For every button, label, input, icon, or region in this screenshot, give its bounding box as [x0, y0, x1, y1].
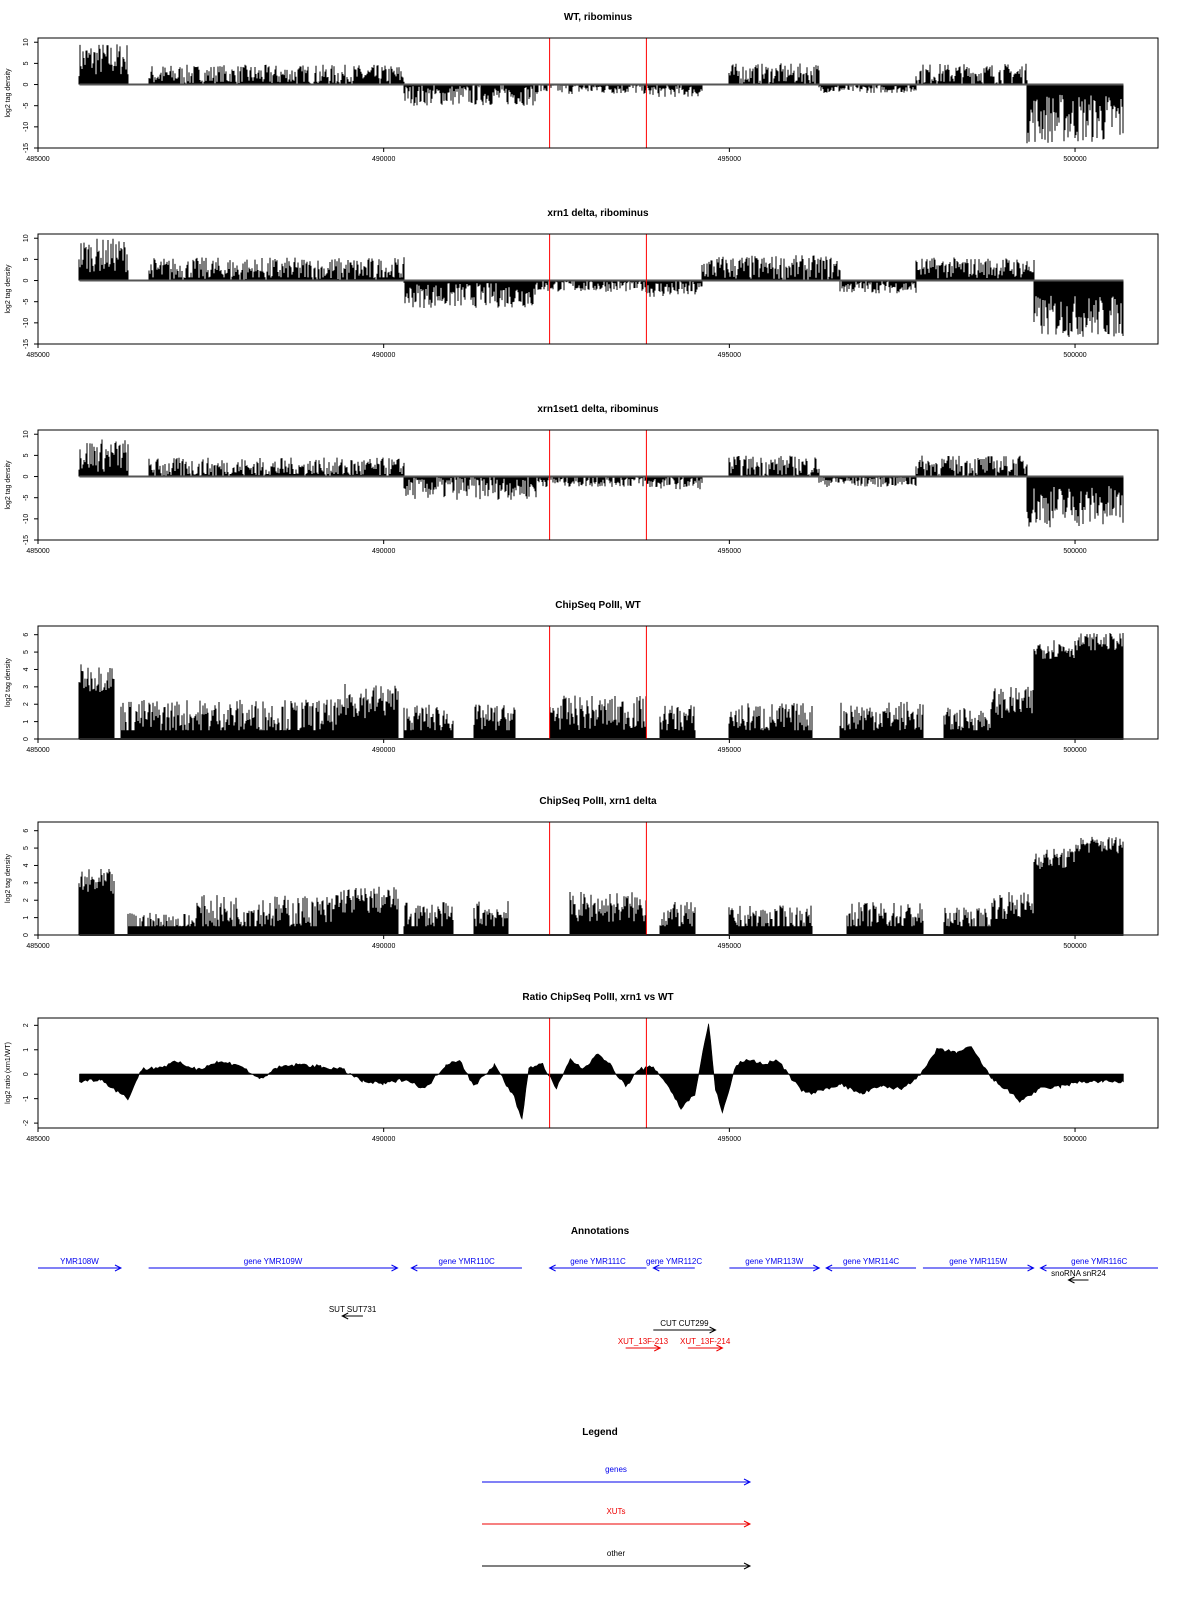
signal-bars [840, 702, 923, 739]
segment-0 [79, 239, 128, 281]
feature-label: gene YMR113W [745, 1257, 804, 1266]
y-tick-label: 2 [23, 898, 30, 903]
segment-13 [1075, 837, 1123, 935]
signal-bars [646, 477, 702, 490]
x-tick-label: 490000 [371, 352, 396, 359]
signal-bars [404, 705, 453, 739]
segment-4 [404, 902, 453, 935]
segment-8 [729, 906, 812, 936]
y-tick-label: 4 [23, 667, 30, 672]
feature-label: CUT CUT299 [660, 1319, 709, 1328]
panel-title: xrn1 delta, ribominus [547, 208, 649, 219]
signal-bars [79, 869, 114, 935]
feature-label: gene YMR114C [842, 1257, 900, 1266]
y-axis [23, 1023, 38, 1126]
signal-bars [1034, 640, 1075, 739]
legend-title: Legend [582, 1427, 618, 1438]
feature-gene-ymr109w [149, 1257, 398, 1271]
panel-title: WT, ribominus [563, 12, 633, 23]
signal-bars [1027, 85, 1123, 144]
y-tick-label: 1 [23, 1047, 30, 1052]
y-axis-label: log2 tag density [5, 853, 12, 904]
y-tick-label: 10 [23, 38, 30, 47]
feature-snorna-snr24 [1051, 1269, 1106, 1283]
x-tick-label: 495000 [717, 1136, 742, 1143]
feature-gene-ymr112c [646, 1257, 702, 1271]
y-tick-label: 10 [23, 234, 30, 243]
segment-5 [702, 255, 840, 280]
feature-label: gene YMR111C [570, 1257, 626, 1266]
segment-5 [729, 63, 819, 84]
signal-bars [404, 477, 536, 500]
feature-label: gene YMR112C [645, 1257, 703, 1266]
x-tick-label: 500000 [1063, 548, 1087, 555]
y-axis-label: log2 tag density [5, 657, 12, 708]
plot-frame [38, 234, 1158, 344]
legend-arrow [482, 1479, 750, 1485]
signal-bars [992, 892, 1034, 935]
y-tick-label: -15 [23, 338, 30, 350]
segment-3 [335, 887, 398, 935]
y-axis [23, 430, 38, 545]
data-marks [79, 440, 1123, 528]
y-tick-label: 1 [23, 719, 30, 724]
x-tick-label: 485000 [26, 156, 50, 163]
y-tick-label: 5 [23, 257, 30, 262]
legend-item-xut [482, 1507, 750, 1527]
legend-label: other [606, 1549, 626, 1558]
y-tick-label: 2 [23, 1023, 30, 1028]
signal-bars [646, 281, 702, 297]
x-tick-label: 495000 [717, 548, 742, 555]
x-tick-label: 490000 [371, 156, 396, 163]
signal-bars [550, 696, 646, 739]
signal-bars [197, 895, 335, 935]
x-tick-label: 495000 [717, 747, 742, 754]
y-tick-label: -1 [23, 1095, 30, 1102]
y-tick-label: -5 [23, 102, 30, 109]
x-tick-label: 485000 [26, 747, 50, 754]
feature-gene-ymr113w [729, 1257, 819, 1271]
data-marks [79, 239, 1123, 337]
y-tick-label: 10 [23, 430, 30, 439]
segment-3 [536, 85, 646, 95]
x-tick-label: 490000 [371, 943, 396, 950]
y-tick-label: 3 [23, 880, 30, 885]
segment-12 [1075, 633, 1123, 739]
signal-bars [944, 708, 992, 739]
x-tick-label: 485000 [26, 548, 50, 555]
segment-4 [646, 477, 702, 490]
segment-7 [916, 64, 1027, 85]
legend-panel [482, 1427, 750, 1569]
feature-label: XUT_13F-214 [680, 1337, 731, 1346]
segment-9 [847, 902, 923, 935]
y-axis [23, 234, 38, 349]
segment-4 [646, 85, 702, 97]
panel-ratio [5, 992, 1158, 1143]
feature-label: gene YMR109W [243, 1257, 303, 1266]
legend-item-gene [482, 1465, 750, 1485]
signal-bars [474, 901, 508, 935]
plot-frame [38, 38, 1158, 148]
y-tick-label: -5 [23, 298, 30, 305]
y-tick-label: 5 [23, 650, 30, 655]
segment-6 [570, 892, 646, 935]
y-tick-label: 0 [23, 737, 30, 741]
y-tick-label: -15 [23, 142, 30, 154]
panel-chip_xrn1 [5, 796, 1158, 950]
segment-11 [1034, 640, 1075, 739]
segment-0 [79, 44, 128, 84]
x-tick-label: 485000 [26, 352, 50, 359]
segment-3 [536, 477, 646, 488]
feature-gene-ymr110c [411, 1257, 522, 1271]
signal-bars [660, 705, 695, 739]
signal-bars [79, 664, 114, 739]
panel-title: Ratio ChipSeq PolII, xrn1 vs WT [522, 992, 674, 1003]
segment-0 [79, 440, 128, 477]
segment-7 [729, 703, 812, 739]
signal-bars [992, 687, 1034, 739]
feature-label: YMR108W [60, 1257, 99, 1266]
y-axis-label: log2 tag density [5, 68, 12, 118]
x-axis [26, 935, 1087, 950]
segment-2 [197, 895, 335, 935]
signal-bars [570, 892, 646, 935]
segment-6 [660, 705, 695, 739]
data-marks [79, 633, 1123, 739]
annotations-title: Annotations [570, 1226, 630, 1237]
signal-bars [944, 908, 992, 935]
signal-bars [840, 281, 916, 294]
signal-bars [536, 281, 646, 293]
signal-bars [916, 64, 1027, 85]
y-tick-label: -15 [23, 534, 30, 546]
segment-10 [944, 908, 992, 935]
signal-bars [536, 85, 646, 95]
signal-bars [916, 456, 1027, 477]
signal-bars [1075, 633, 1123, 739]
legend-arrow [482, 1563, 750, 1569]
feature-label: SUT SUT731 [328, 1305, 377, 1314]
signal-bars [1075, 837, 1123, 935]
segment-9 [944, 708, 992, 739]
panel-chip_wt [5, 600, 1158, 754]
segment-1 [128, 913, 197, 935]
segment-8 [1027, 477, 1123, 528]
segment-11 [992, 892, 1034, 935]
segment-2 [342, 684, 398, 739]
y-tick-label: -10 [23, 513, 30, 524]
y-tick-label: 0 [23, 1072, 30, 1077]
panel-title: ChipSeq PolII, WT [555, 600, 641, 611]
segment-12 [1034, 849, 1075, 935]
y-axis [23, 829, 38, 937]
feature-label: gene YMR116C [1071, 1257, 1128, 1266]
segment-1 [149, 65, 404, 85]
signal-bars [79, 44, 128, 84]
segment-0 [79, 869, 114, 935]
legend-label: XUTs [606, 1507, 626, 1516]
feature-label: snoRNA snR24 [1051, 1269, 1106, 1278]
x-axis [26, 739, 1087, 754]
y-axis [23, 633, 38, 741]
y-tick-label: 0 [23, 82, 30, 87]
x-tick-label: 500000 [1063, 156, 1087, 163]
segment-6 [819, 477, 916, 488]
signal-bars [149, 65, 404, 85]
x-tick-label: 500000 [1063, 352, 1087, 359]
feature-cut-cut299 [653, 1319, 715, 1333]
x-axis [26, 344, 1087, 359]
feature-label: gene YMR110C [438, 1257, 495, 1266]
y-tick-label: 6 [23, 632, 30, 637]
signal-bars [819, 477, 916, 488]
signal-bars [342, 684, 398, 739]
signal-bars [79, 440, 128, 477]
segment-4 [646, 281, 702, 297]
segment-10 [992, 687, 1034, 739]
y-tick-label: -5 [23, 494, 30, 501]
segment-5 [474, 901, 508, 935]
y-tick-label: -10 [23, 121, 31, 132]
segment-8 [840, 702, 923, 739]
y-tick-label: 0 [23, 278, 30, 283]
feature-label: XUT_13F-213 [617, 1337, 669, 1346]
segment-2 [404, 281, 536, 309]
feature-ymr108w [38, 1257, 121, 1271]
segment-8 [1034, 281, 1123, 338]
segment-5 [550, 696, 646, 739]
x-tick-label: 500000 [1063, 943, 1087, 950]
signal-bars [149, 257, 404, 280]
signal-bars [149, 458, 404, 477]
annotations-panel [38, 1226, 1158, 1351]
segment-6 [840, 281, 916, 294]
feature-gene-ymr114c [826, 1257, 916, 1271]
segment-2 [404, 477, 536, 500]
legend-arrow [482, 1521, 750, 1527]
segment-7 [660, 902, 695, 935]
signal-bars [1034, 849, 1075, 935]
segment-6 [819, 85, 916, 94]
data-marks [79, 1024, 1123, 1119]
y-tick-label: 2 [23, 702, 30, 707]
signal-bars [1034, 281, 1123, 338]
signal-bars [404, 85, 536, 106]
legend-label: genes [605, 1465, 627, 1474]
segment-1 [149, 458, 404, 477]
signal-bars [819, 85, 916, 94]
x-axis [26, 148, 1087, 163]
x-tick-label: 500000 [1063, 1136, 1087, 1143]
signal-bars [660, 902, 695, 935]
x-tick-label: 495000 [717, 352, 742, 359]
y-tick-label: 1 [23, 915, 30, 920]
y-axis-label: log2 ratio (xrn1/WT) [5, 1042, 12, 1104]
segment-4 [474, 705, 515, 739]
feature-gene-ymr111c [550, 1257, 647, 1271]
signal-bars [121, 699, 342, 739]
segment-3 [404, 705, 453, 739]
y-tick-label: 0 [23, 474, 30, 479]
segment-1 [149, 257, 404, 280]
x-axis [26, 1128, 1087, 1143]
feature-gene-ymr115w [923, 1257, 1034, 1271]
signal-bars [128, 913, 197, 935]
x-tick-label: 500000 [1063, 747, 1087, 754]
signal-bars [79, 239, 128, 281]
x-tick-label: 485000 [26, 1136, 50, 1143]
segment-7 [916, 456, 1027, 477]
signal-bars [474, 705, 515, 739]
signal-bars [916, 258, 1034, 281]
data-marks [79, 44, 1123, 143]
signal-bars [1027, 477, 1123, 528]
signal-bars [729, 63, 819, 84]
x-tick-label: 495000 [717, 156, 742, 163]
y-tick-label: 4 [23, 863, 30, 868]
panel-wt [5, 12, 1158, 163]
signal-bars [847, 902, 923, 935]
y-axis [23, 38, 38, 153]
segment-2 [404, 85, 536, 106]
y-axis-label: log2 tag density [5, 264, 12, 314]
panel-xrn1set1 [5, 404, 1158, 555]
x-tick-label: 495000 [717, 943, 742, 950]
signal-bars [536, 477, 646, 488]
feature-xut-13f-214 [680, 1337, 731, 1351]
y-tick-label: -10 [23, 317, 30, 328]
segment-7 [916, 258, 1034, 281]
y-tick-label: 5 [23, 453, 30, 458]
signal-bars [404, 281, 536, 309]
data-marks [79, 837, 1123, 935]
signal-bars [729, 456, 819, 477]
signal-bars [702, 255, 840, 280]
signal-bars [404, 902, 453, 935]
signal-bars [729, 906, 812, 936]
y-tick-label: 3 [23, 684, 30, 689]
panel-title: ChipSeq PolII, xrn1 delta [539, 796, 657, 807]
feature-sut-sut731 [329, 1305, 377, 1319]
y-tick-label: 0 [23, 933, 30, 937]
signal-bars [729, 703, 812, 739]
y-tick-label: 5 [23, 61, 30, 66]
ratio-area [80, 1024, 1124, 1119]
segment-0 [79, 664, 114, 739]
x-tick-label: 485000 [26, 943, 50, 950]
feature-label: gene YMR115W [949, 1257, 1008, 1266]
panel-title: xrn1set1 delta, ribominus [537, 404, 659, 415]
segment-8 [1027, 85, 1123, 144]
y-tick-label: -2 [23, 1119, 30, 1127]
y-tick-label: 6 [23, 828, 30, 833]
segment-5 [729, 456, 819, 477]
segment-3 [536, 281, 646, 293]
x-tick-label: 490000 [371, 1136, 396, 1143]
feature-xut-13f-213 [618, 1337, 669, 1351]
signal-bars [646, 85, 702, 97]
panel-xrn1 [5, 208, 1158, 359]
signal-bars [335, 887, 398, 935]
x-tick-label: 490000 [371, 548, 396, 555]
y-tick-label: 5 [23, 846, 30, 851]
x-axis [26, 540, 1087, 555]
y-axis-label: log2 tag density [5, 460, 12, 510]
legend-item-other [482, 1549, 750, 1569]
x-tick-label: 490000 [371, 747, 396, 754]
segment-1 [121, 699, 342, 739]
